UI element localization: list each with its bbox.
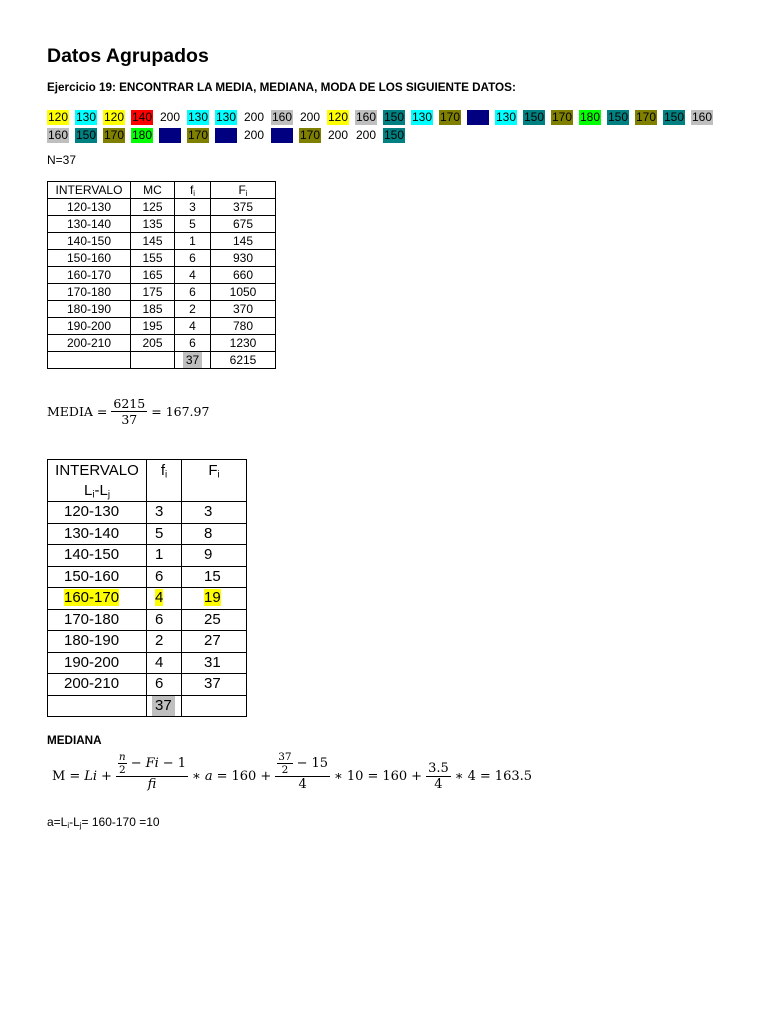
table-cell xyxy=(182,652,247,674)
times-sign: ∗ xyxy=(334,769,343,784)
data-value: 170 xyxy=(187,128,209,142)
table-cell-empty xyxy=(48,695,147,717)
cell-value: 3 xyxy=(204,503,213,521)
table-cell xyxy=(48,652,147,674)
cell-value: 25 xyxy=(204,610,221,628)
cell-value: 2 xyxy=(189,302,196,316)
cell-value: 200-210 xyxy=(66,336,112,350)
formula-fraction xyxy=(118,751,127,776)
table-row xyxy=(48,301,276,318)
table-cell xyxy=(211,250,276,267)
cell-value: 4 xyxy=(189,319,196,333)
col-header-fi xyxy=(175,182,211,199)
data-value: 130 xyxy=(215,110,237,124)
table-cell xyxy=(182,609,247,631)
cell-value: 180-190 xyxy=(66,302,112,316)
fraction-denominator: 2 xyxy=(118,764,126,776)
table-row xyxy=(48,652,247,674)
header-limit-part: -L xyxy=(94,482,108,499)
plus-sign: + xyxy=(260,769,272,784)
table-cell xyxy=(211,284,276,301)
table-cell xyxy=(182,631,247,653)
table-row xyxy=(48,609,247,631)
data-value: 160 xyxy=(691,110,713,124)
formula-symbol: M xyxy=(52,769,66,784)
cell-value: 3 xyxy=(189,200,196,214)
cell-value: 160-170 xyxy=(64,589,120,607)
formula-fraction xyxy=(277,751,292,776)
sample-size-label: N=37 xyxy=(47,153,77,167)
table-row xyxy=(48,267,276,284)
mediana-heading: MEDIANA xyxy=(47,734,102,747)
col-header-mc xyxy=(131,182,175,199)
table-cell xyxy=(48,588,147,610)
cell-value: 5 xyxy=(155,524,164,542)
col-header-cap-fi xyxy=(182,460,247,502)
cell-value: 8 xyxy=(204,524,213,542)
cell-value: 37 xyxy=(204,675,221,693)
col-header-intervalo xyxy=(48,182,131,199)
fraction-denominator: 4 xyxy=(434,777,443,792)
cell-value: 180-190 xyxy=(64,632,120,650)
table-cell xyxy=(211,233,276,250)
equals-sign: = xyxy=(479,769,491,784)
cell-value: 1 xyxy=(155,546,164,564)
table-row xyxy=(48,284,276,301)
data-value: 170 xyxy=(551,110,573,124)
total-frequency: 37 xyxy=(183,352,202,368)
header-label: INTERVALO xyxy=(55,462,139,479)
cell-value: 125 xyxy=(142,200,163,214)
cell-value: 2 xyxy=(155,632,164,650)
equals-sign: = xyxy=(69,769,81,784)
formula-number: 1 xyxy=(177,756,186,771)
table-row xyxy=(48,233,276,250)
table-cell xyxy=(147,609,182,631)
table-cell xyxy=(211,199,276,216)
data-value: 150 xyxy=(383,128,405,142)
table-row xyxy=(48,631,247,653)
formula-number: 15 xyxy=(311,756,329,771)
data-value: 160 xyxy=(355,110,377,124)
fraction-denominator: 2 xyxy=(281,764,289,776)
table-cell xyxy=(48,233,131,250)
table-cell xyxy=(131,267,175,284)
table-cell xyxy=(48,284,131,301)
header-subscript: i xyxy=(165,469,168,481)
note-subscript: i xyxy=(67,820,70,830)
cell-value: 1 xyxy=(189,234,196,248)
mediana-formula xyxy=(52,751,532,802)
cell-value: 175 xyxy=(142,285,163,299)
cell-value: 170-180 xyxy=(66,285,112,299)
cell-value: 140-150 xyxy=(64,546,120,564)
cell-value: 1230 xyxy=(229,336,257,350)
cell-value: 5 xyxy=(189,217,196,231)
table-row xyxy=(48,674,247,696)
header-limit-part: L xyxy=(83,482,93,499)
cell-value: 31 xyxy=(204,653,221,671)
header-subscript: j xyxy=(107,489,111,501)
formula-variable: Li xyxy=(84,769,98,784)
header-subscript: i xyxy=(193,188,196,198)
cumulative-frequency-table xyxy=(47,459,247,717)
table-cell xyxy=(147,652,182,674)
table-cell xyxy=(48,250,131,267)
formula-number: 4 xyxy=(467,769,476,784)
cell-value: 130-140 xyxy=(64,524,120,542)
data-value: 170 xyxy=(103,128,125,142)
cell-value: 9 xyxy=(204,546,213,564)
table-cell xyxy=(131,318,175,335)
t2-total xyxy=(48,695,247,717)
minus-sign: − xyxy=(162,756,174,771)
table-cell xyxy=(48,566,147,588)
times-sign: ∗ xyxy=(454,769,464,784)
data-value: 130 xyxy=(75,110,97,124)
table-cell xyxy=(131,199,175,216)
table-cell xyxy=(147,631,182,653)
header-label: F xyxy=(238,183,246,197)
cell-value: 150-160 xyxy=(64,567,120,585)
table-cell xyxy=(147,502,182,524)
cell-value: 370 xyxy=(232,302,254,316)
cell-value: 6 xyxy=(189,336,196,350)
header-label: MC xyxy=(143,183,162,197)
table-cell xyxy=(131,216,175,233)
table-row xyxy=(48,216,276,233)
table-cell xyxy=(211,267,276,284)
data-value: 180 xyxy=(131,128,153,142)
cell-value: 6 xyxy=(155,675,164,693)
cell-value: 660 xyxy=(232,268,254,282)
table-row xyxy=(48,199,276,216)
fraction-denominator: fi xyxy=(147,777,157,792)
table-cell xyxy=(48,609,147,631)
table-cell xyxy=(175,318,211,335)
data-value: 130 xyxy=(495,110,517,124)
cell-value: 135 xyxy=(142,217,163,231)
formula-number: 10 xyxy=(346,769,364,784)
table-cell xyxy=(175,267,211,284)
header-label: f xyxy=(160,462,165,479)
data-value: 140 xyxy=(131,110,153,124)
data-value xyxy=(215,128,237,143)
cell-value: 120-130 xyxy=(64,503,120,521)
cell-value: 190-200 xyxy=(66,319,112,333)
cell-value: 675 xyxy=(232,217,254,231)
data-value: 150 xyxy=(383,110,405,124)
table-cell xyxy=(48,335,131,352)
media-fraction xyxy=(111,396,147,427)
note-part: -L xyxy=(69,815,80,829)
equals-sign: = xyxy=(96,404,108,419)
table-cell xyxy=(147,566,182,588)
table-cell xyxy=(147,545,182,567)
fraction-numerator: n xyxy=(118,751,126,763)
table-cell-empty xyxy=(182,695,247,717)
col-header-intervalo xyxy=(48,460,147,502)
cell-value: 155 xyxy=(142,251,163,265)
table-cell xyxy=(175,216,211,233)
class-width-note xyxy=(47,815,160,830)
cell-value: 170-180 xyxy=(64,610,120,628)
table-cell xyxy=(48,301,131,318)
table-cell xyxy=(175,335,211,352)
col-header-fi xyxy=(147,460,182,502)
cell-value: 120-130 xyxy=(66,200,112,214)
cell-value: 4 xyxy=(189,268,196,282)
table-cell xyxy=(175,199,211,216)
data-value: 120 xyxy=(103,110,125,124)
table-cell xyxy=(182,502,247,524)
data-value: 200 xyxy=(243,128,265,142)
cell-value: 145 xyxy=(232,234,254,248)
table-row xyxy=(48,502,247,524)
table-cell xyxy=(175,250,211,267)
table-cell-total-f xyxy=(175,352,211,369)
data-value: 150 xyxy=(663,110,685,124)
cell-value: 3 xyxy=(155,503,164,521)
data-value: 160 xyxy=(271,110,293,124)
page-title: Datos Agrupados xyxy=(47,45,209,67)
data-value: 170 xyxy=(299,128,321,142)
cell-value: 185 xyxy=(142,302,163,316)
table-row xyxy=(48,250,276,267)
t1-body xyxy=(48,182,276,369)
table-cell xyxy=(131,284,175,301)
table-cell xyxy=(131,335,175,352)
cell-value: 6 xyxy=(189,285,196,299)
equals-sign: = xyxy=(216,769,228,784)
formula-variable: a xyxy=(204,769,213,784)
fraction-denominator: 4 xyxy=(298,777,307,792)
formula-fraction xyxy=(426,761,451,792)
table-header-row xyxy=(48,460,247,502)
data-value: 160 xyxy=(47,128,69,142)
header-subscript: i xyxy=(217,469,220,481)
plus-sign: + xyxy=(101,769,112,784)
fraction-denominator: 37 xyxy=(121,412,138,427)
cell-value: 780 xyxy=(232,319,254,333)
data-value: 200 xyxy=(355,128,377,142)
minus-sign: − xyxy=(296,756,308,771)
table-cell xyxy=(48,631,147,653)
table-cell xyxy=(211,216,276,233)
cell-value: 140-150 xyxy=(66,234,112,248)
cell-value: 15 xyxy=(204,567,221,585)
table-cell xyxy=(48,318,131,335)
data-value: 120 xyxy=(47,110,69,124)
t2-body xyxy=(48,460,247,717)
data-row-1 xyxy=(47,110,719,125)
header-subscript: i xyxy=(92,489,95,501)
cell-value: 165 xyxy=(142,268,163,282)
cell-value: 27 xyxy=(204,632,221,650)
data-value xyxy=(159,128,181,143)
table-cell xyxy=(48,267,131,284)
fraction-numerator: 37 xyxy=(278,751,292,763)
t1-total xyxy=(48,352,276,369)
data-value: 200 xyxy=(159,110,181,124)
table-cell xyxy=(175,233,211,250)
table-cell xyxy=(211,335,276,352)
table-cell xyxy=(131,250,175,267)
table-cell-total-product xyxy=(211,352,276,369)
table-cell-empty xyxy=(131,352,175,369)
cell-value: 6 xyxy=(155,610,164,628)
frequency-table-mc xyxy=(47,181,276,369)
data-value: 170 xyxy=(635,110,657,124)
times-sign: ∗ xyxy=(191,769,201,784)
data-value: 130 xyxy=(187,110,209,124)
cell-value: 190-200 xyxy=(64,653,120,671)
table-row xyxy=(48,545,247,567)
table-cell xyxy=(147,523,182,545)
total-frequency: 37 xyxy=(152,696,175,716)
header-label: F xyxy=(208,462,218,479)
cell-value: 4 xyxy=(155,653,164,671)
cell-value: 19 xyxy=(204,589,221,607)
table-header-row xyxy=(48,182,276,199)
table-cell xyxy=(175,301,211,318)
table-cell xyxy=(48,545,147,567)
note-part: = 160-170 =10 xyxy=(81,815,160,829)
data-value: 150 xyxy=(523,110,545,124)
note-part: a=L xyxy=(47,815,68,829)
table-cell xyxy=(48,523,147,545)
minus-sign: − xyxy=(130,756,142,771)
table-cell xyxy=(182,674,247,696)
table-row xyxy=(48,566,247,588)
header-subscript: i xyxy=(245,188,248,198)
note-subscript: j xyxy=(79,820,82,830)
data-value xyxy=(467,110,489,125)
cell-value: 130-140 xyxy=(66,217,112,231)
formula-variable: Fi xyxy=(145,756,159,771)
data-value: 180 xyxy=(579,110,601,124)
data-value: 170 xyxy=(439,110,461,124)
formula-fraction xyxy=(275,751,330,802)
table-cell xyxy=(147,588,182,610)
formula-number: 160 xyxy=(231,769,257,784)
total-product: 6215 xyxy=(229,353,257,367)
formula-number: 160 xyxy=(382,769,408,784)
data-value: 150 xyxy=(607,110,629,124)
equals-sign: = xyxy=(151,404,162,419)
table-cell xyxy=(182,545,247,567)
table-cell xyxy=(175,284,211,301)
table-row xyxy=(48,588,247,610)
cell-value: 6 xyxy=(189,251,196,265)
exercise-statement: Ejercicio 19: ENCONTRAR LA MEDIA, MEDIANA, MODA DE LOS SIGUIENTE DATOS: xyxy=(47,81,516,94)
cell-value: 1050 xyxy=(229,285,257,299)
cell-value: 6 xyxy=(155,567,164,585)
data-value: 120 xyxy=(327,110,349,124)
table-cell xyxy=(48,674,147,696)
table-cell xyxy=(182,523,247,545)
fraction-numerator xyxy=(116,751,188,777)
col-header-cap-fi xyxy=(211,182,276,199)
table-row xyxy=(48,335,276,352)
data-row-2 xyxy=(47,128,411,143)
cell-value: 145 xyxy=(142,234,163,248)
media-result: 167.97 xyxy=(165,404,210,419)
cell-value: 375 xyxy=(232,200,254,214)
equals-sign: = xyxy=(367,769,379,784)
media-formula xyxy=(47,396,209,427)
cell-value: 200-210 xyxy=(64,675,120,693)
table-cell xyxy=(211,318,276,335)
fraction-numerator xyxy=(275,751,330,777)
table-row xyxy=(48,523,247,545)
table-cell xyxy=(48,199,131,216)
table-cell xyxy=(131,301,175,318)
fraction-numerator: 6215 xyxy=(113,396,146,411)
table-cell-total-f xyxy=(147,695,182,717)
data-value: 200 xyxy=(327,128,349,142)
plus-sign: + xyxy=(411,769,423,784)
table-cell xyxy=(131,233,175,250)
cell-value: 160-170 xyxy=(66,268,112,282)
table-cell xyxy=(182,588,247,610)
data-value xyxy=(271,128,293,143)
formula-fraction xyxy=(116,751,188,802)
data-value: 130 xyxy=(411,110,433,124)
cell-value: 150-160 xyxy=(66,251,112,265)
cell-value: 930 xyxy=(232,251,254,265)
table-row xyxy=(48,318,276,335)
media-label: MEDIA xyxy=(47,404,93,419)
fraction-numerator: 3.5 xyxy=(428,761,449,776)
header-limits xyxy=(48,481,146,501)
data-value: 150 xyxy=(75,128,97,142)
mediana-result: 163.5 xyxy=(494,769,533,784)
table-cell xyxy=(48,216,131,233)
table-cell-empty xyxy=(48,352,131,369)
data-value: 200 xyxy=(299,110,321,124)
cell-value: 205 xyxy=(142,336,163,350)
header-label: f xyxy=(189,183,194,197)
table-cell xyxy=(211,301,276,318)
table-cell xyxy=(147,674,182,696)
cell-value: 195 xyxy=(142,319,163,333)
header-label: INTERVALO xyxy=(55,183,123,197)
data-value: 200 xyxy=(243,110,265,124)
table-cell xyxy=(182,566,247,588)
cell-value: 4 xyxy=(155,589,164,607)
table-cell xyxy=(48,502,147,524)
